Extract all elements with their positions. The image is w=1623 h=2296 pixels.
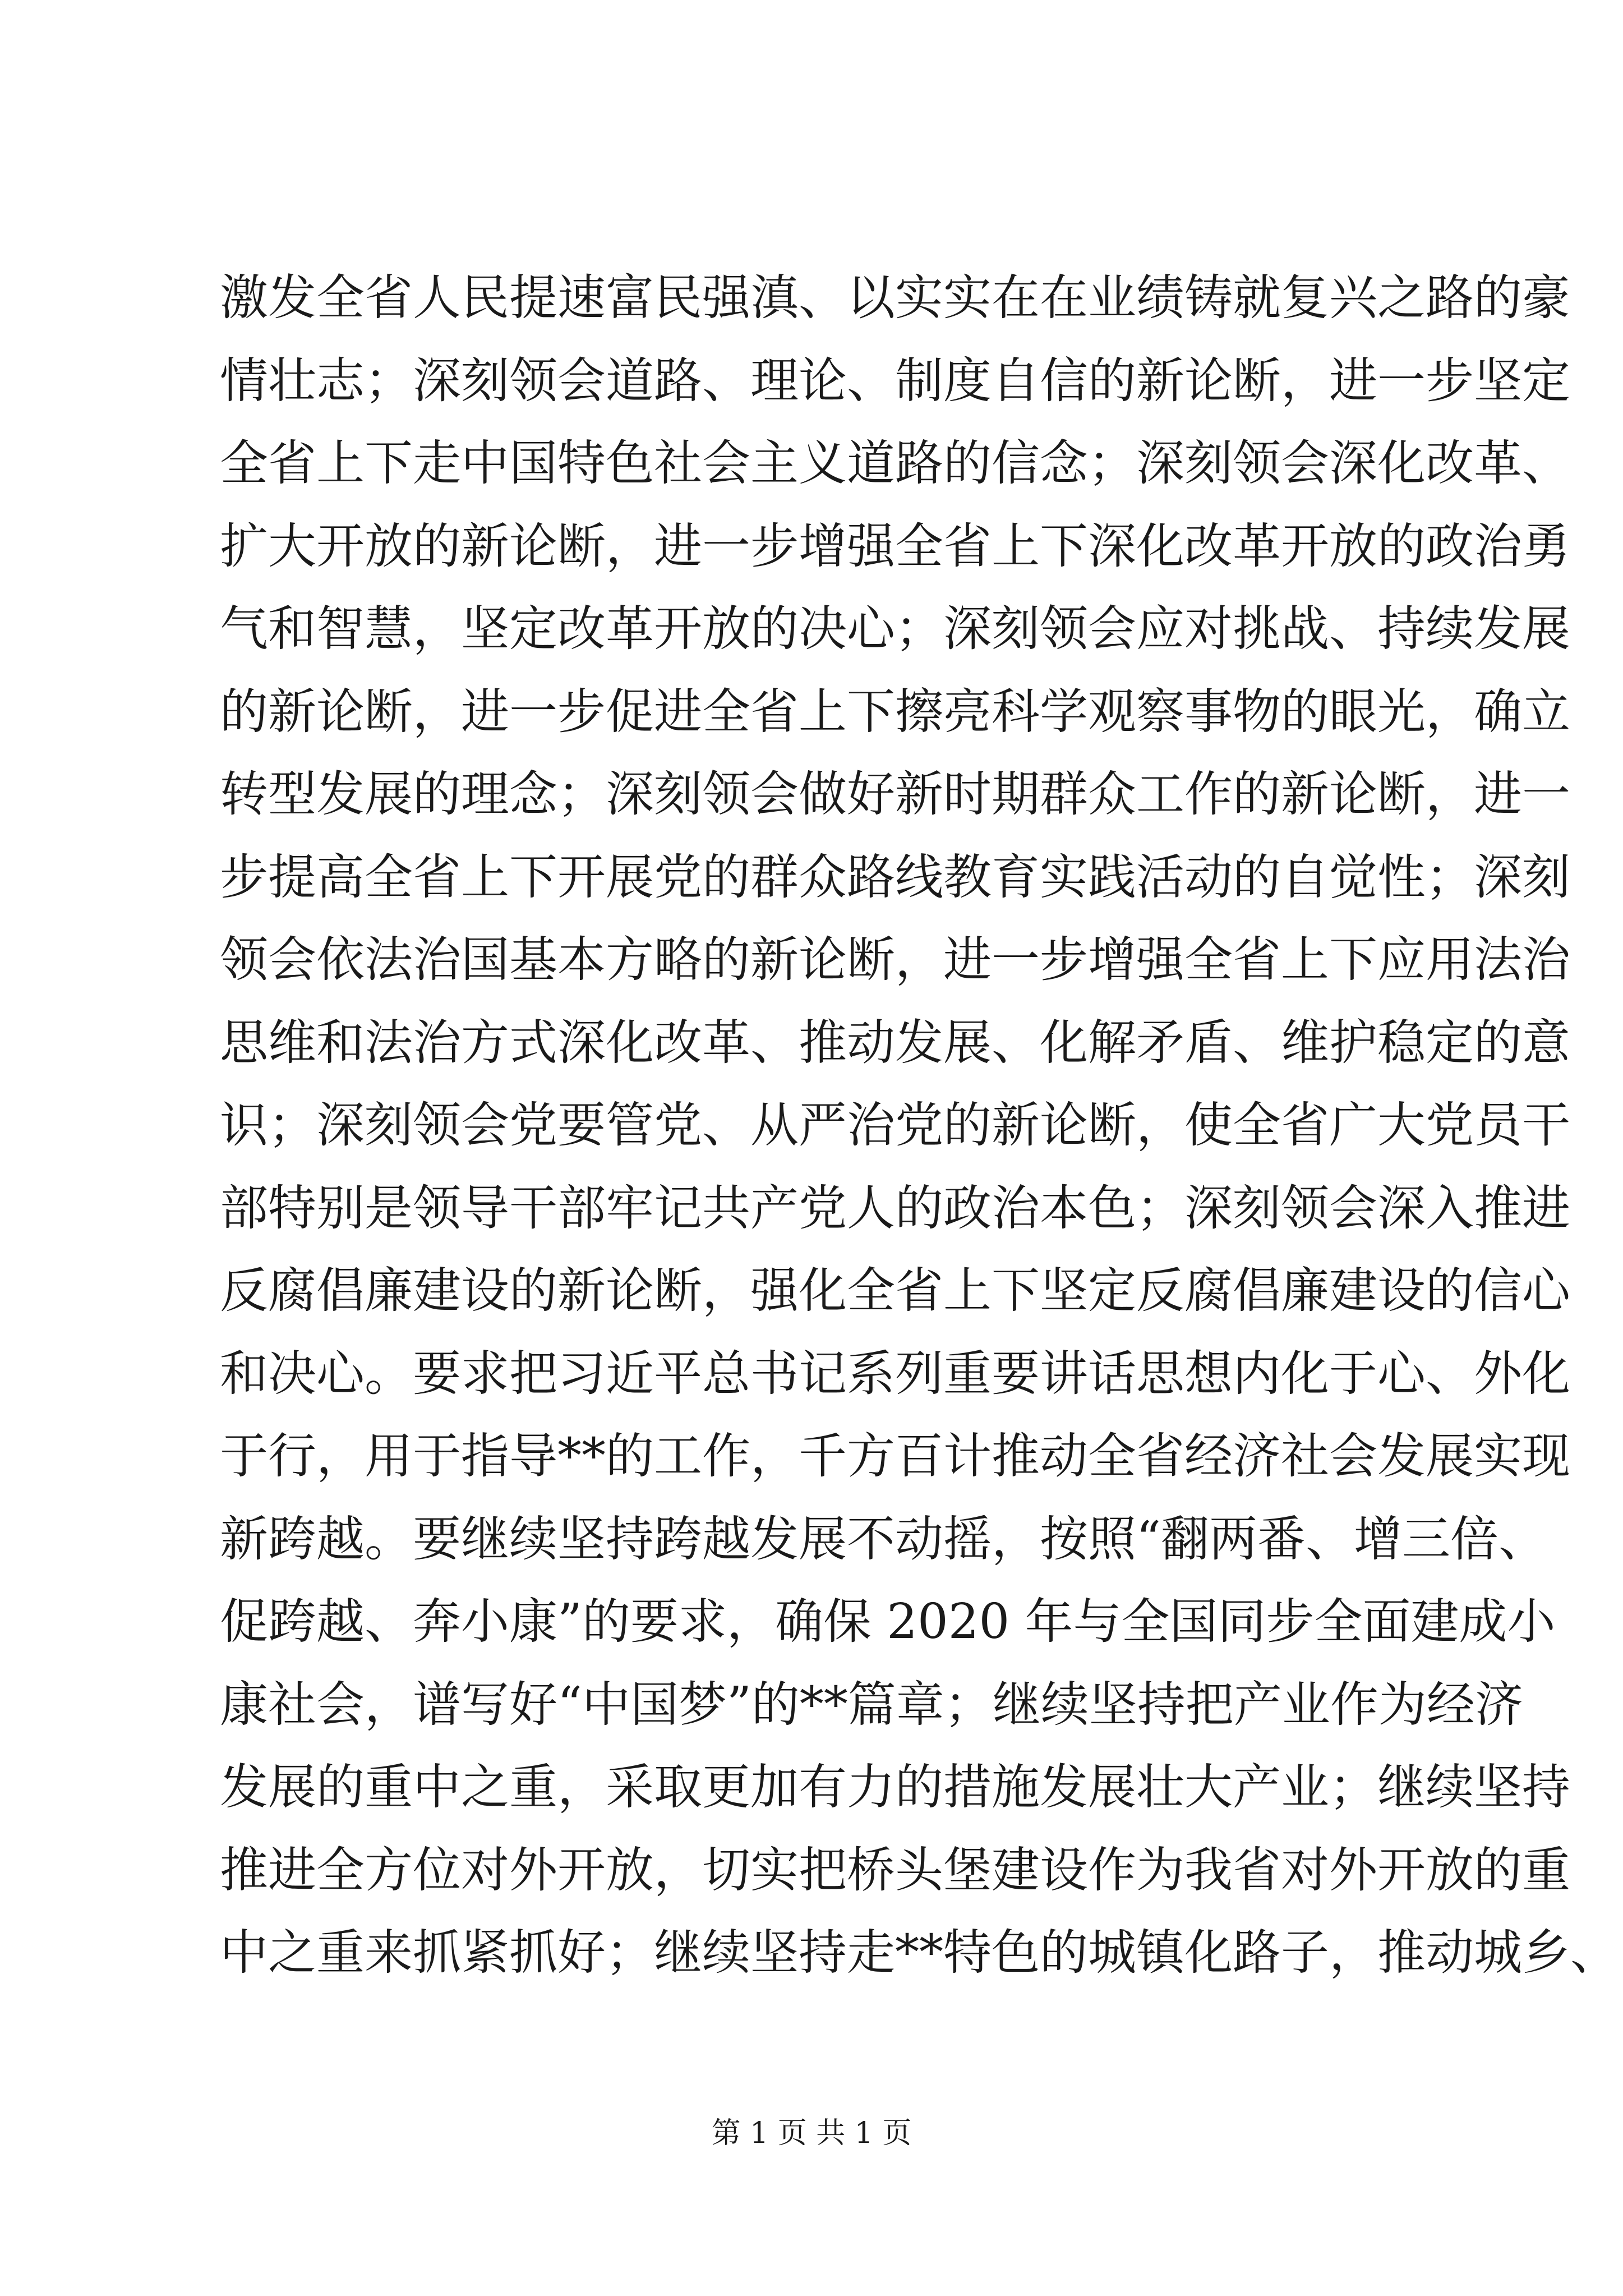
text-line: 的新论断，进一步促进全省上下擦亮科学观察事物的眼光，确立	[220, 683, 1570, 740]
text-line: 识；深刻领会党要管党、从严治党的新论断，使全省广大党员干	[220, 1097, 1570, 1153]
text-line: 促跨越、奔小康”的要求，确保 2020 年与全国同步全面建成小	[220, 1594, 1556, 1650]
text-line: 扩大开放的新论断，进一步增强全省上下深化改革开放的政治勇	[220, 518, 1570, 574]
text-line: 中之重来抓紧抓好；继续坚持走**特色的城镇化路子，推动城乡、	[220, 1925, 1619, 1981]
text-line: 和决心。要求把习近平总书记系列重要讲话思想内化于心、外化	[220, 1345, 1570, 1402]
text-line: 发展的重中之重，采取更加有力的措施发展壮大产业；继续坚持	[220, 1759, 1570, 1815]
text-line: 气和智慧，坚定改革开放的决心；深刻领会应对挑战、持续发展	[220, 601, 1570, 657]
text-line: 新跨越。要继续坚持跨越发展不动摇，按照“翻两番、增三倍、	[220, 1511, 1547, 1567]
text-line: 康社会，谱写好“中国梦”的**篇章；继续坚持把产业作为经济	[220, 1676, 1523, 1733]
body-text	[220, 257, 1619, 1995]
text-line: 情壮志；深刻领会道路、理论、制度自信的新论断，进一步坚定	[220, 352, 1570, 409]
text-line: 转型发展的理念；深刻领会做好新时期群众工作的新论断，进一	[220, 766, 1570, 822]
page-number: 第 1 页 共 1 页	[711, 2116, 912, 2150]
text-line: 激发全省人民提速富民强滇、以实实在在业绩铸就复兴之路的豪	[220, 270, 1570, 326]
page-footer	[0, 2109, 1623, 2151]
text-line: 推进全方位对外开放，切实把桥头堡建设作为我省对外开放的重	[220, 1842, 1570, 1898]
text-line: 思维和法治方式深化改革、推动发展、化解矛盾、维护稳定的意	[220, 1014, 1570, 1071]
text-line: 于行，用于指导**的工作，千方百计推动全省经济社会发展实现	[220, 1428, 1570, 1484]
text-line: 全省上下走中国特色社会主义道路的信念；深刻领会深化改革、	[220, 435, 1570, 491]
text-line: 反腐倡廉建设的新论断，强化全省上下坚定反腐倡廉建设的信心	[220, 1263, 1570, 1319]
text-line: 领会依法治国基本方略的新论断，进一步增强全省上下应用法治	[220, 932, 1570, 988]
text-line: 部特别是领导干部牢记共产党人的政治本色；深刻领会深入推进	[220, 1180, 1570, 1236]
text-line: 步提高全省上下开展党的群众路线教育实践活动的自觉性；深刻	[220, 849, 1570, 905]
